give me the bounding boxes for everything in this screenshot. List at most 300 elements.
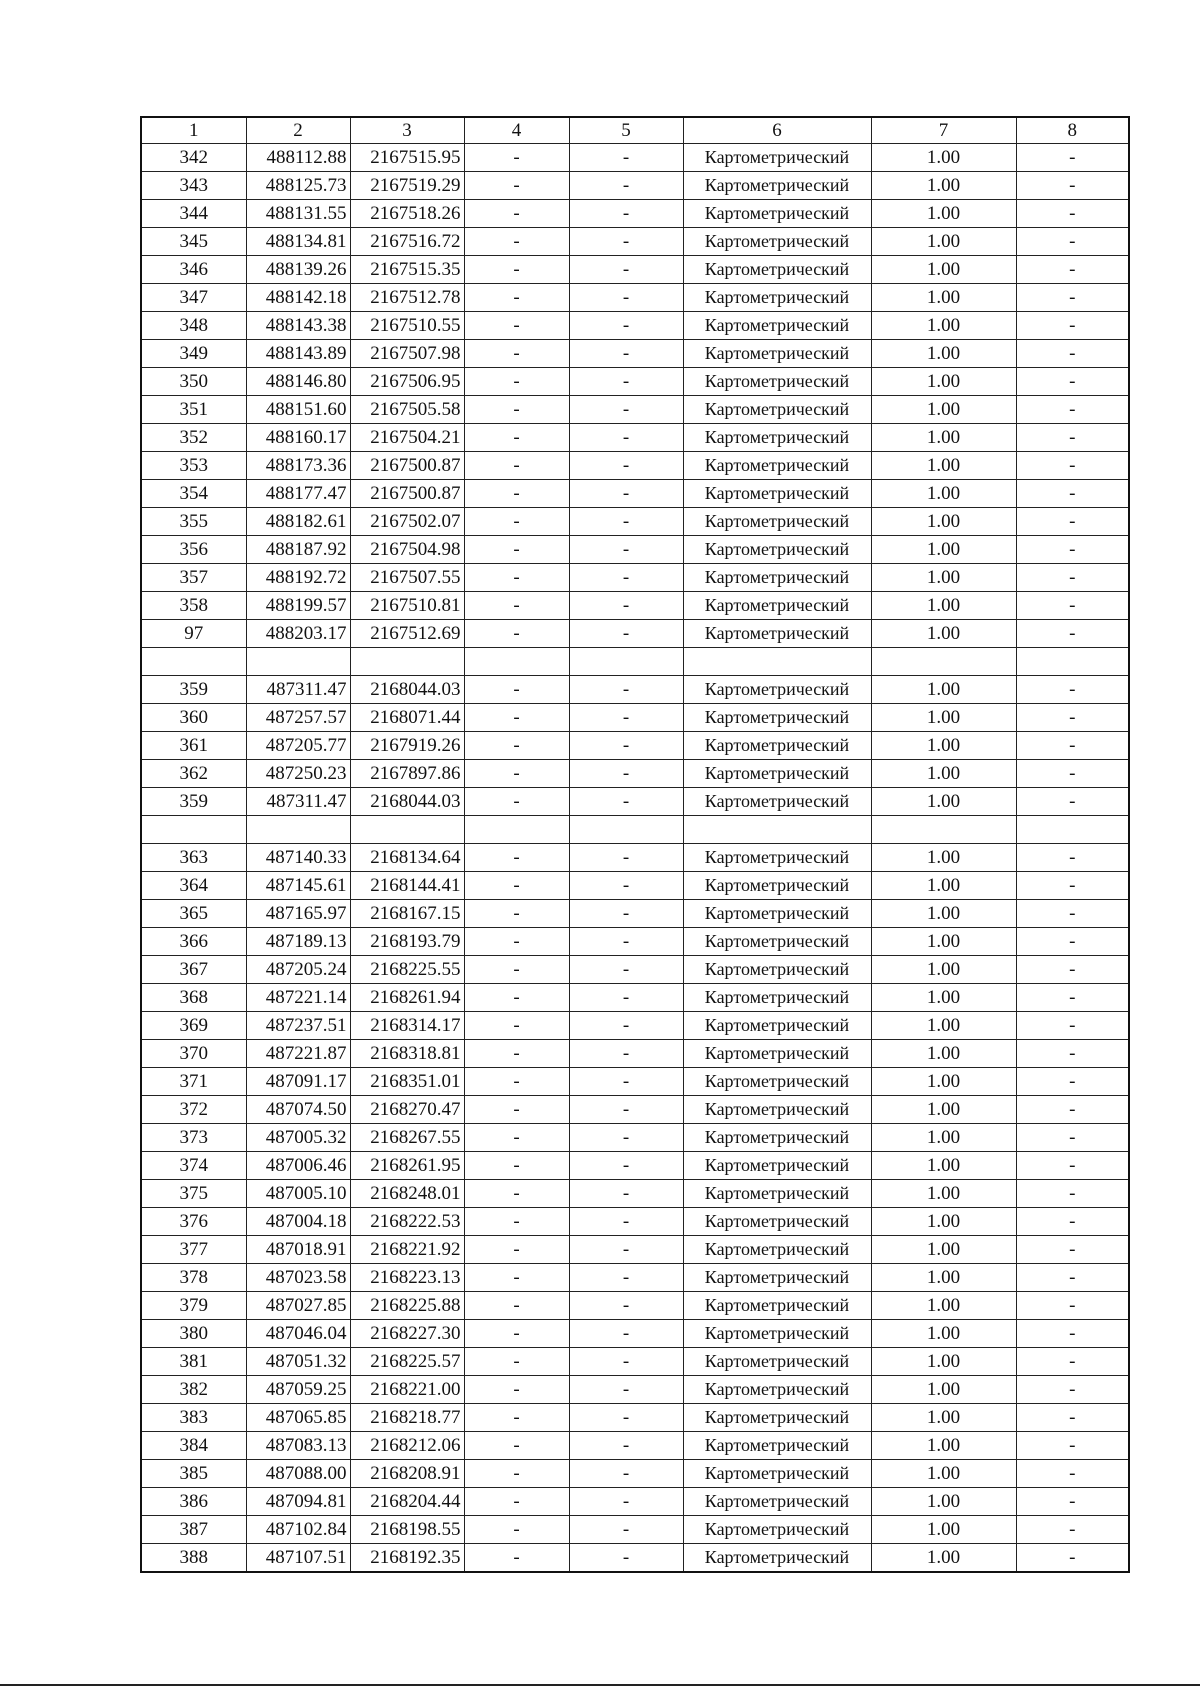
method-cell: Картометрический	[683, 872, 871, 900]
y-coordinate-cell: 2167515.95	[350, 144, 464, 172]
x-coordinate-cell: 488173.36	[246, 452, 350, 480]
col8-value-cell: -	[1016, 1264, 1129, 1292]
col4-value-cell: -	[464, 704, 569, 732]
accuracy-cell: 1.00	[871, 1376, 1016, 1404]
col4-value-cell: -	[464, 1320, 569, 1348]
point-number-cell: 358	[141, 592, 246, 620]
x-coordinate-cell: 487311.47	[246, 676, 350, 704]
header-cell: 6	[683, 117, 871, 144]
table-row	[141, 732, 1129, 760]
x-coordinate-cell: 487027.85	[246, 1292, 350, 1320]
col5-value-cell: -	[569, 592, 683, 620]
col8-value-cell: -	[1016, 1516, 1129, 1544]
col5-value-cell: -	[569, 1292, 683, 1320]
accuracy-cell: 1.00	[871, 732, 1016, 760]
point-number-cell: 374	[141, 1152, 246, 1180]
x-coordinate-cell: 487237.51	[246, 1012, 350, 1040]
y-coordinate-cell: 2168227.30	[350, 1320, 464, 1348]
header-cell: 1	[141, 117, 246, 144]
point-number-cell: 359	[141, 676, 246, 704]
col5-value-cell: -	[569, 1544, 683, 1573]
accuracy-cell: 1.00	[871, 256, 1016, 284]
method-cell: Картометрический	[683, 676, 871, 704]
x-coordinate-cell: 487006.46	[246, 1152, 350, 1180]
col5-value-cell: -	[569, 1320, 683, 1348]
y-coordinate-cell: 2168225.55	[350, 956, 464, 984]
table-row	[141, 1124, 1129, 1152]
accuracy-cell: 1.00	[871, 1460, 1016, 1488]
table-row	[141, 1376, 1129, 1404]
col4-value-cell: -	[464, 452, 569, 480]
col4-value-cell: -	[464, 1264, 569, 1292]
col8-value-cell: -	[1016, 1292, 1129, 1320]
x-coordinate-cell: 487083.13	[246, 1432, 350, 1460]
col5-value-cell: -	[569, 1460, 683, 1488]
table-row	[141, 1544, 1129, 1573]
accuracy-cell: 1.00	[871, 228, 1016, 256]
point-number-cell: 97	[141, 620, 246, 648]
point-number-cell: 375	[141, 1180, 246, 1208]
table-row	[141, 704, 1129, 732]
col8-value-cell: -	[1016, 1180, 1129, 1208]
accuracy-cell: 1.00	[871, 284, 1016, 312]
col4-value-cell: -	[464, 788, 569, 816]
method-cell: Картометрический	[683, 1292, 871, 1320]
col8-value-cell: -	[1016, 788, 1129, 816]
accuracy-cell: 1.00	[871, 1208, 1016, 1236]
point-number-cell: 380	[141, 1320, 246, 1348]
col8-value-cell: -	[1016, 200, 1129, 228]
table-row	[141, 396, 1129, 424]
col8-value-cell: -	[1016, 1012, 1129, 1040]
col5-value-cell: -	[569, 1376, 683, 1404]
y-coordinate-cell: 2167515.35	[350, 256, 464, 284]
method-cell: Картометрический	[683, 1376, 871, 1404]
y-coordinate-cell: 2167518.26	[350, 200, 464, 228]
accuracy-cell: 1.00	[871, 872, 1016, 900]
method-cell: Картометрический	[683, 1404, 871, 1432]
point-number-cell: 344	[141, 200, 246, 228]
col4-value-cell: -	[464, 760, 569, 788]
col4-value-cell: -	[464, 1376, 569, 1404]
col5-value-cell	[569, 648, 683, 676]
point-number-cell: 386	[141, 1488, 246, 1516]
x-coordinate-cell: 488131.55	[246, 200, 350, 228]
x-coordinate-cell: 488192.72	[246, 564, 350, 592]
method-cell: Картометрический	[683, 732, 871, 760]
point-number-cell: 361	[141, 732, 246, 760]
col4-value-cell: -	[464, 508, 569, 536]
header-cell: 2	[246, 117, 350, 144]
page-bottom-rule	[0, 1684, 1200, 1686]
col5-value-cell: -	[569, 620, 683, 648]
col4-value-cell: -	[464, 1124, 569, 1152]
col4-value-cell: -	[464, 284, 569, 312]
method-cell: Картометрический	[683, 928, 871, 956]
y-coordinate-cell: 2168267.55	[350, 1124, 464, 1152]
x-coordinate-cell: 487051.32	[246, 1348, 350, 1376]
method-cell: Картометрический	[683, 900, 871, 928]
x-coordinate-cell: 487005.32	[246, 1124, 350, 1152]
x-coordinate-cell: 487205.24	[246, 956, 350, 984]
y-coordinate-cell: 2167512.69	[350, 620, 464, 648]
table-row	[141, 284, 1129, 312]
accuracy-cell: 1.00	[871, 1068, 1016, 1096]
col8-value-cell: -	[1016, 256, 1129, 284]
y-coordinate-cell: 2167510.81	[350, 592, 464, 620]
x-coordinate-cell: 487221.87	[246, 1040, 350, 1068]
col5-value-cell: -	[569, 396, 683, 424]
point-number-cell: 378	[141, 1264, 246, 1292]
table-row	[141, 1012, 1129, 1040]
x-coordinate-cell: 488199.57	[246, 592, 350, 620]
col4-value-cell: -	[464, 620, 569, 648]
point-number-cell: 359	[141, 788, 246, 816]
accuracy-cell: 1.00	[871, 620, 1016, 648]
table-row	[141, 340, 1129, 368]
col5-value-cell: -	[569, 1208, 683, 1236]
x-coordinate-cell: 487005.10	[246, 1180, 350, 1208]
col5-value-cell: -	[569, 564, 683, 592]
method-cell: Картометрический	[683, 1040, 871, 1068]
point-number-cell: 377	[141, 1236, 246, 1264]
col5-value-cell: -	[569, 956, 683, 984]
col4-value-cell: -	[464, 1544, 569, 1573]
col8-value-cell: -	[1016, 172, 1129, 200]
col5-value-cell: -	[569, 1068, 683, 1096]
method-cell: Картометрический	[683, 312, 871, 340]
col8-value-cell: -	[1016, 620, 1129, 648]
col4-value-cell: -	[464, 1096, 569, 1124]
col4-value-cell	[464, 816, 569, 844]
method-cell: Картометрический	[683, 284, 871, 312]
y-coordinate-cell: 2168225.88	[350, 1292, 464, 1320]
point-number-cell: 345	[141, 228, 246, 256]
point-number-cell: 365	[141, 900, 246, 928]
point-number-cell: 369	[141, 1012, 246, 1040]
col8-value-cell: -	[1016, 340, 1129, 368]
table-row	[141, 1152, 1129, 1180]
x-coordinate-cell: 488203.17	[246, 620, 350, 648]
col5-value-cell: -	[569, 1264, 683, 1292]
method-cell: Картометрический	[683, 1096, 871, 1124]
y-coordinate-cell: 2168134.64	[350, 844, 464, 872]
accuracy-cell: 1.00	[871, 1292, 1016, 1320]
col4-value-cell: -	[464, 1068, 569, 1096]
table-row	[141, 1320, 1129, 1348]
table-row	[141, 844, 1129, 872]
accuracy-cell: 1.00	[871, 312, 1016, 340]
y-coordinate-cell: 2168261.95	[350, 1152, 464, 1180]
x-coordinate-cell: 487059.25	[246, 1376, 350, 1404]
point-number-cell: 379	[141, 1292, 246, 1320]
table-row	[141, 200, 1129, 228]
col5-value-cell: -	[569, 256, 683, 284]
accuracy-cell: 1.00	[871, 564, 1016, 592]
method-cell: Картометрический	[683, 956, 871, 984]
header-cell: 5	[569, 117, 683, 144]
method-cell: Картометрический	[683, 1460, 871, 1488]
col8-value-cell: -	[1016, 928, 1129, 956]
y-coordinate-cell: 2168221.92	[350, 1236, 464, 1264]
x-coordinate-cell: 487004.18	[246, 1208, 350, 1236]
y-coordinate-cell: 2167500.87	[350, 480, 464, 508]
point-number-cell: 349	[141, 340, 246, 368]
accuracy-cell: 1.00	[871, 592, 1016, 620]
col5-value-cell: -	[569, 200, 683, 228]
y-coordinate-cell: 2167507.98	[350, 340, 464, 368]
x-coordinate-cell: 488139.26	[246, 256, 350, 284]
y-coordinate-cell: 2167512.78	[350, 284, 464, 312]
x-coordinate-cell: 488143.38	[246, 312, 350, 340]
point-number-cell: 352	[141, 424, 246, 452]
accuracy-cell: 1.00	[871, 956, 1016, 984]
x-coordinate-cell: 487145.61	[246, 872, 350, 900]
table-row	[141, 536, 1129, 564]
col5-value-cell: -	[569, 228, 683, 256]
y-coordinate-cell: 2167500.87	[350, 452, 464, 480]
table-row	[141, 900, 1129, 928]
point-number-cell: 376	[141, 1208, 246, 1236]
table-row	[141, 1404, 1129, 1432]
y-coordinate-cell: 2168223.13	[350, 1264, 464, 1292]
col5-value-cell: -	[569, 928, 683, 956]
x-coordinate-cell: 487094.81	[246, 1488, 350, 1516]
table-row	[141, 620, 1129, 648]
col8-value-cell: -	[1016, 1236, 1129, 1264]
point-number-cell: 354	[141, 480, 246, 508]
col4-value-cell: -	[464, 956, 569, 984]
method-cell: Картометрический	[683, 844, 871, 872]
col4-value-cell: -	[464, 424, 569, 452]
method-cell: Картометрический	[683, 592, 871, 620]
col5-value-cell: -	[569, 1096, 683, 1124]
col8-value-cell: -	[1016, 1096, 1129, 1124]
point-number-cell: 363	[141, 844, 246, 872]
y-coordinate-cell: 2168204.44	[350, 1488, 464, 1516]
col8-value-cell: -	[1016, 228, 1129, 256]
col4-value-cell: -	[464, 1292, 569, 1320]
accuracy-cell: 1.00	[871, 1096, 1016, 1124]
point-number-cell: 385	[141, 1460, 246, 1488]
table-row	[141, 1180, 1129, 1208]
y-coordinate-cell: 2167504.98	[350, 536, 464, 564]
accuracy-cell: 1.00	[871, 480, 1016, 508]
method-cell: Картометрический	[683, 1124, 871, 1152]
table-row	[141, 508, 1129, 536]
accuracy-cell: 1.00	[871, 1152, 1016, 1180]
method-cell: Картометрический	[683, 396, 871, 424]
point-number-cell: 371	[141, 1068, 246, 1096]
accuracy-cell: 1.00	[871, 984, 1016, 1012]
point-number-cell: 351	[141, 396, 246, 424]
accuracy-cell: 1.00	[871, 1488, 1016, 1516]
table-row	[141, 144, 1129, 172]
point-number-cell: 347	[141, 284, 246, 312]
col8-value-cell: -	[1016, 564, 1129, 592]
table-row	[141, 1040, 1129, 1068]
col5-value-cell: -	[569, 1488, 683, 1516]
method-cell: Картометрический	[683, 1180, 871, 1208]
y-coordinate-cell: 2167507.55	[350, 564, 464, 592]
col5-value-cell: -	[569, 1348, 683, 1376]
col4-value-cell: -	[464, 984, 569, 1012]
x-coordinate-cell: 487257.57	[246, 704, 350, 732]
y-coordinate-cell: 2168212.06	[350, 1432, 464, 1460]
method-cell: Картометрический	[683, 1236, 871, 1264]
table-row	[141, 928, 1129, 956]
y-coordinate-cell: 2167504.21	[350, 424, 464, 452]
table-row	[141, 1236, 1129, 1264]
point-number-cell: 343	[141, 172, 246, 200]
y-coordinate-cell: 2167519.29	[350, 172, 464, 200]
accuracy-cell: 1.00	[871, 1040, 1016, 1068]
point-number-cell: 357	[141, 564, 246, 592]
col8-value-cell: -	[1016, 1320, 1129, 1348]
table-row	[141, 1068, 1129, 1096]
table-row	[141, 452, 1129, 480]
y-coordinate-cell: 2167510.55	[350, 312, 464, 340]
method-cell: Картометрический	[683, 620, 871, 648]
y-coordinate-cell: 2167502.07	[350, 508, 464, 536]
point-number-cell	[141, 648, 246, 676]
method-cell: Картометрический	[683, 200, 871, 228]
accuracy-cell: 1.00	[871, 788, 1016, 816]
col4-value-cell: -	[464, 1180, 569, 1208]
accuracy-cell: 1.00	[871, 704, 1016, 732]
table-row	[141, 1292, 1129, 1320]
table-row	[141, 676, 1129, 704]
x-coordinate-cell: 487250.23	[246, 760, 350, 788]
y-coordinate-cell: 2168222.53	[350, 1208, 464, 1236]
col5-value-cell: -	[569, 984, 683, 1012]
col5-value-cell: -	[569, 844, 683, 872]
col4-value-cell: -	[464, 396, 569, 424]
y-coordinate-cell: 2167897.86	[350, 760, 464, 788]
y-coordinate-cell: 2168314.17	[350, 1012, 464, 1040]
x-coordinate-cell: 488142.18	[246, 284, 350, 312]
col8-value-cell: -	[1016, 1460, 1129, 1488]
col4-value-cell: -	[464, 900, 569, 928]
y-coordinate-cell: 2168248.01	[350, 1180, 464, 1208]
x-coordinate-cell: 487088.00	[246, 1460, 350, 1488]
x-coordinate-cell: 488182.61	[246, 508, 350, 536]
table-row	[141, 1348, 1129, 1376]
col8-value-cell: -	[1016, 956, 1129, 984]
col8-value-cell: -	[1016, 536, 1129, 564]
x-coordinate-cell: 488187.92	[246, 536, 350, 564]
point-number-cell: 353	[141, 452, 246, 480]
col5-value-cell: -	[569, 480, 683, 508]
coordinates-table	[140, 116, 1130, 1573]
accuracy-cell: 1.00	[871, 1124, 1016, 1152]
col5-value-cell: -	[569, 1012, 683, 1040]
header-cell: 7	[871, 117, 1016, 144]
point-number-cell: 382	[141, 1376, 246, 1404]
accuracy-cell: 1.00	[871, 424, 1016, 452]
col5-value-cell: -	[569, 1124, 683, 1152]
col5-value-cell: -	[569, 536, 683, 564]
point-number-cell: 373	[141, 1124, 246, 1152]
x-coordinate-cell: 487189.13	[246, 928, 350, 956]
point-number-cell: 387	[141, 1516, 246, 1544]
col4-value-cell: -	[464, 312, 569, 340]
col8-value-cell	[1016, 648, 1129, 676]
col8-value-cell: -	[1016, 508, 1129, 536]
col8-value-cell: -	[1016, 872, 1129, 900]
col4-value-cell: -	[464, 480, 569, 508]
col8-value-cell: -	[1016, 1488, 1129, 1516]
accuracy-cell: 1.00	[871, 1012, 1016, 1040]
separator-row	[141, 816, 1129, 844]
col4-value-cell: -	[464, 564, 569, 592]
point-number-cell: 383	[141, 1404, 246, 1432]
accuracy-cell	[871, 816, 1016, 844]
col5-value-cell: -	[569, 900, 683, 928]
method-cell: Картометрический	[683, 144, 871, 172]
col8-value-cell: -	[1016, 452, 1129, 480]
col5-value-cell: -	[569, 508, 683, 536]
y-coordinate-cell	[350, 648, 464, 676]
table-row	[141, 1488, 1129, 1516]
table-row	[141, 1096, 1129, 1124]
accuracy-cell: 1.00	[871, 1404, 1016, 1432]
col5-value-cell: -	[569, 1180, 683, 1208]
x-coordinate-cell: 487046.04	[246, 1320, 350, 1348]
accuracy-cell: 1.00	[871, 368, 1016, 396]
y-coordinate-cell: 2167506.95	[350, 368, 464, 396]
method-cell: Картометрический	[683, 564, 871, 592]
x-coordinate-cell: 487065.85	[246, 1404, 350, 1432]
y-coordinate-cell: 2168044.03	[350, 676, 464, 704]
x-coordinate-cell: 487023.58	[246, 1264, 350, 1292]
col4-value-cell: -	[464, 340, 569, 368]
x-coordinate-cell: 488146.80	[246, 368, 350, 396]
col4-value-cell: -	[464, 256, 569, 284]
point-number-cell: 355	[141, 508, 246, 536]
method-cell: Картометрический	[683, 1152, 871, 1180]
table-row	[141, 984, 1129, 1012]
x-coordinate-cell: 487102.84	[246, 1516, 350, 1544]
y-coordinate-cell: 2168071.44	[350, 704, 464, 732]
accuracy-cell: 1.00	[871, 844, 1016, 872]
method-cell: Картометрический	[683, 704, 871, 732]
method-cell: Картометрический	[683, 1320, 871, 1348]
accuracy-cell: 1.00	[871, 1264, 1016, 1292]
accuracy-cell: 1.00	[871, 200, 1016, 228]
col8-value-cell: -	[1016, 144, 1129, 172]
header-row	[141, 117, 1129, 144]
method-cell: Картометрический	[683, 424, 871, 452]
y-coordinate-cell: 2168167.15	[350, 900, 464, 928]
col5-value-cell: -	[569, 1516, 683, 1544]
col4-value-cell: -	[464, 1208, 569, 1236]
method-cell: Картометрический	[683, 1012, 871, 1040]
col5-value-cell: -	[569, 732, 683, 760]
col8-value-cell: -	[1016, 1040, 1129, 1068]
y-coordinate-cell: 2168318.81	[350, 1040, 464, 1068]
col4-value-cell: -	[464, 1236, 569, 1264]
accuracy-cell: 1.00	[871, 1544, 1016, 1573]
col5-value-cell: -	[569, 1432, 683, 1460]
point-number-cell: 367	[141, 956, 246, 984]
separator-row	[141, 648, 1129, 676]
col5-value-cell: -	[569, 424, 683, 452]
accuracy-cell: 1.00	[871, 676, 1016, 704]
method-cell: Картометрический	[683, 984, 871, 1012]
col4-value-cell: -	[464, 172, 569, 200]
accuracy-cell	[871, 648, 1016, 676]
